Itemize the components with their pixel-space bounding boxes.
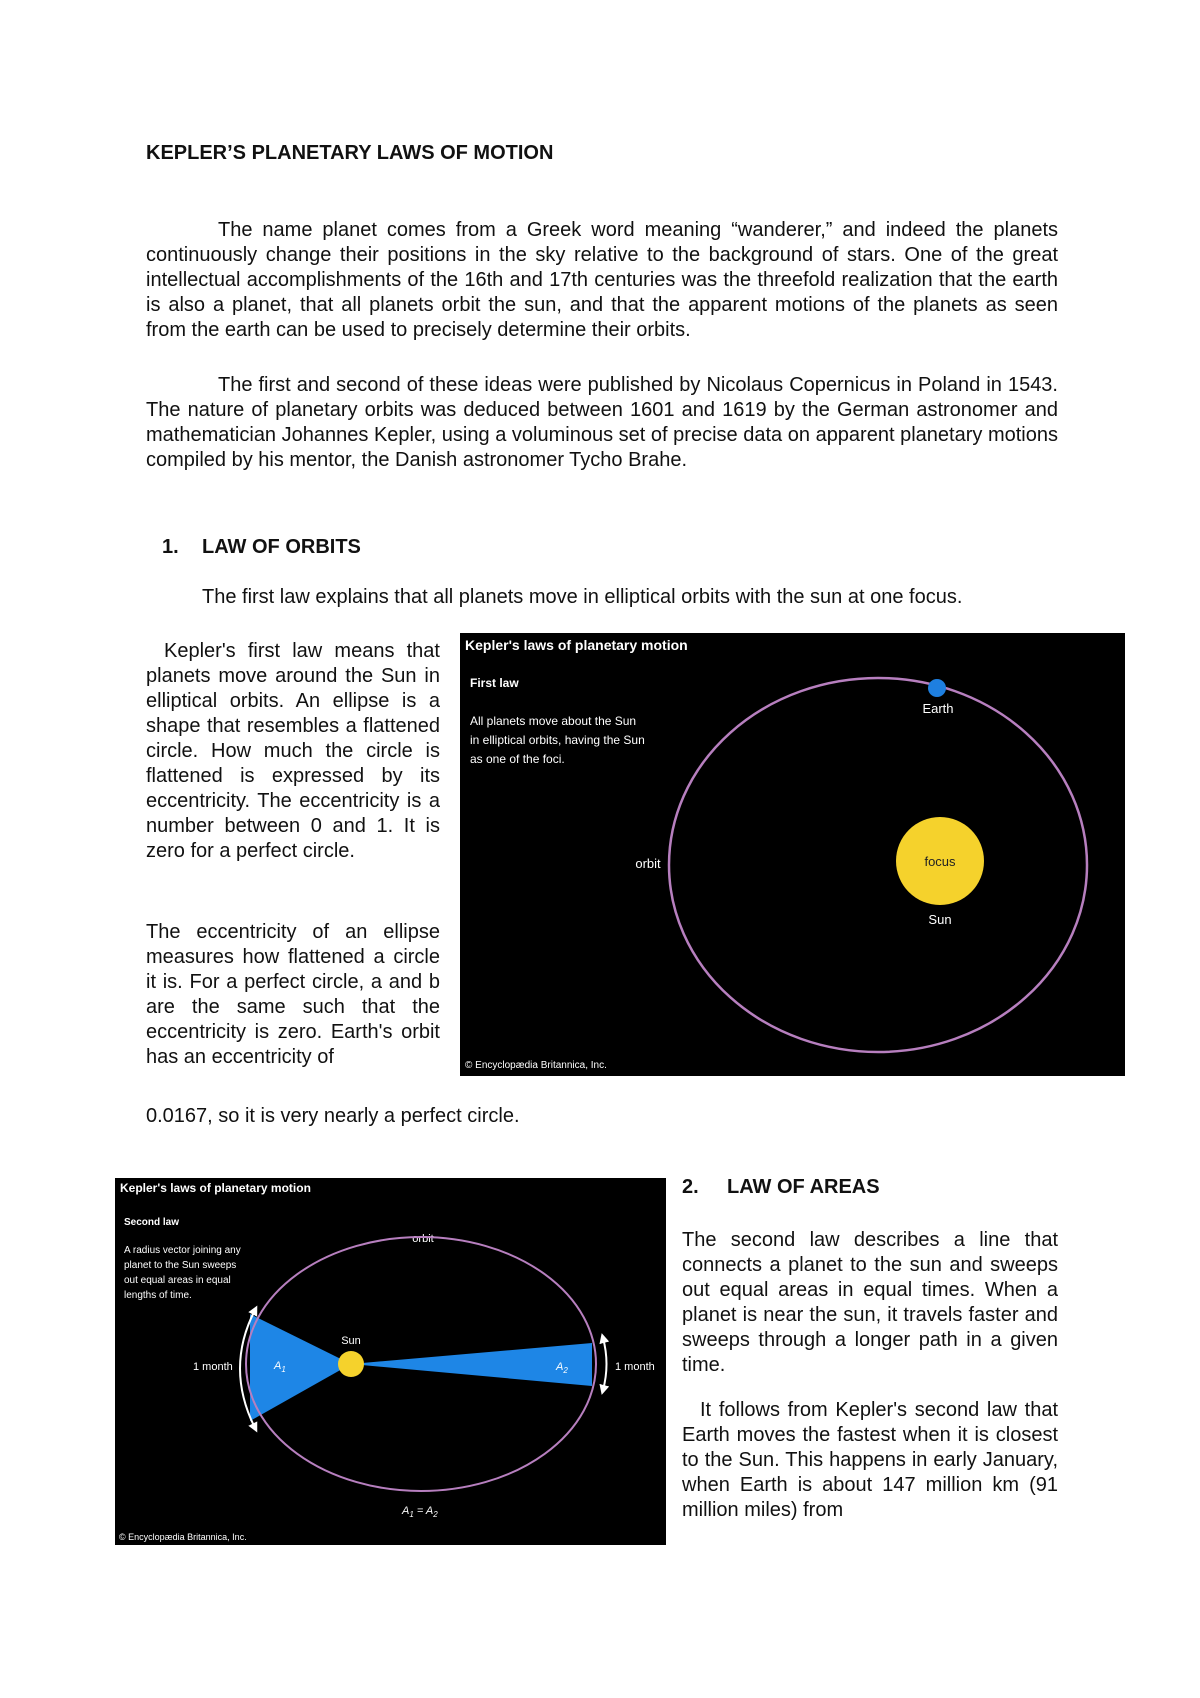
law2-text-2: It follows from Kepler's second law that Earth moves the fastest when it is closest to the Sun. This happens in early January, when Earth is about 147 million km (91 million miles) from — [682, 1399, 1058, 1521]
law1-text-2: The eccentricity of an ellipse measures how flattened a circle it is. For a perfect circle, a and b are the same such that the eccentricity is zero. Earth's orbit has an eccentricity of — [146, 921, 440, 1068]
law1-heading — [162, 535, 361, 560]
first-law-figure — [460, 633, 1125, 1076]
second-law-right-month-label: 1 month — [615, 1361, 655, 1373]
second-law-a1-subscript: 1 — [281, 1365, 286, 1374]
second-law-figure — [115, 1178, 666, 1545]
first-law-figure-title: Kepler's laws of planetary motion — [465, 637, 688, 653]
second-law-equation — [401, 1505, 438, 1519]
second-law-figure-title: Kepler's laws of planetary motion — [120, 1181, 311, 1195]
law1-number: 1. — [162, 536, 179, 558]
page-title: KEPLER’S PLANETARY LAWS OF MOTION — [146, 142, 554, 164]
second-law-eq-a2-subscript: 2 — [433, 1510, 438, 1519]
second-law-sun — [338, 1351, 364, 1377]
first-law-focus-label: focus — [924, 854, 956, 869]
second-law-eq-middle: = A — [413, 1505, 434, 1517]
law2-title: LAW OF AREAS — [727, 1176, 880, 1198]
second-law-caption-line-1: A radius vector joining any — [124, 1245, 241, 1256]
law1-summary: The first law explains that all planets move in elliptical orbits with the sun at one focus. — [202, 586, 963, 608]
first-law-orbit-label: orbit — [635, 856, 661, 871]
second-law-a2-letter: A — [556, 1361, 564, 1373]
second-law-eq-a1-letter: A — [402, 1505, 410, 1517]
first-law-caption-line-3: as one of the foci. — [470, 752, 565, 766]
first-law-caption-line-1: All planets move about the Sun — [470, 714, 637, 728]
law1-text-1: Kepler's first law means that planets move around the Sun in elliptical orbits. An ellipse is a shape that resembles a flattened circle. How much the circle is flattened is expressed by its eccentricity. The eccentricity is a number between 0 and 1. It is zero for a perfect circle. — [146, 640, 440, 862]
second-law-credit: © Encyclopædia Britannica, Inc. — [119, 1532, 247, 1542]
second-law-a1-letter: A — [274, 1360, 282, 1372]
law1-title: LAW OF ORBITS — [202, 536, 361, 558]
intro-paragraph-2: The first and second of these ideas were published by Nicolaus Copernicus in Poland in 1543. The nature of planetary orbits was deduced between 1601 and 1619 by the German astronomer and mathematician Johannes Kepler, using a voluminous set of precise data on apparent planetary motions compiled by his mentor, the Danish astronomer Tycho Brahe. — [146, 374, 1058, 471]
second-law-orbit-label: orbit — [412, 1233, 434, 1245]
first-law-sun-label: Sun — [928, 912, 952, 927]
second-law-caption-line-4: lengths of time. — [124, 1290, 192, 1301]
first-law-caption-line-2: in elliptical orbits, having the Sun — [470, 733, 645, 747]
law2-text-1: The second law describes a line that connects a planet to the sun and sweeps out equal areas in equal times. When a planet is near the sun, it travels faster and sweeps through a longer path in a given time. — [682, 1229, 1058, 1376]
first-law-earth — [928, 679, 946, 697]
second-law-figure-subtitle: Second law — [124, 1217, 180, 1228]
law2-heading — [682, 1175, 880, 1200]
first-law-figure-subtitle: First law — [470, 676, 519, 690]
intro-paragraph-1: The name planet comes from a Greek word meaning “wanderer,” and indeed the planets continuously change their positions in the sky relative to the background of stars. One of the great intellectual accomplishments of the 16th and 17th centuries was the threefold realization that the earth is also a planet, that all planets orbit the sun, and that the apparent motions of the planets as seen from the earth can be used to precisely determine their orbits. — [146, 219, 1058, 341]
second-law-a2-subscript: 2 — [563, 1366, 568, 1375]
second-law-sun-label: Sun — [341, 1335, 361, 1347]
second-law-left-month-label: 1 month — [193, 1361, 233, 1373]
law1-text-2-end: 0.0167, so it is very nearly a perfect circle. — [146, 1105, 520, 1127]
second-law-caption-line-2: planet to the Sun sweeps — [124, 1260, 237, 1271]
second-law-eq-a1-subscript: 1 — [409, 1510, 414, 1519]
first-law-earth-label: Earth — [922, 701, 954, 716]
first-law-credit: © Encyclopædia Britannica, Inc. — [465, 1060, 607, 1071]
second-law-caption-line-3: out equal areas in equal — [124, 1275, 231, 1286]
law2-number: 2. — [682, 1176, 699, 1198]
first-law-background — [460, 633, 1125, 1076]
